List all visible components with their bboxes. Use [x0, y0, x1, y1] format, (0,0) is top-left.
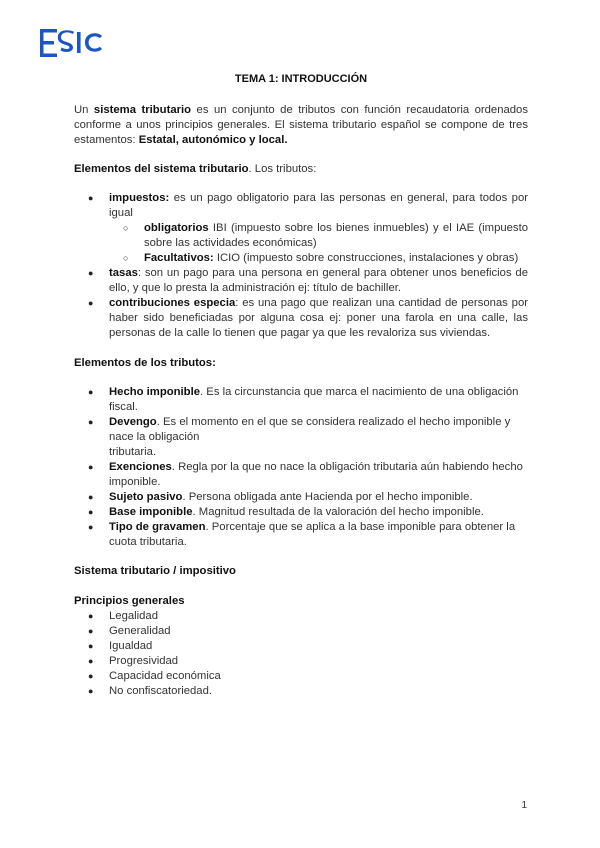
principles-list — [74, 609, 528, 699]
list-item: ○ obligatorios IBI (impuesto sobre los bienes inmuebles) y el IAE (impuesto sobre las actividades económicas) — [109, 221, 528, 251]
list-item: ○ Facultativos: ICIO (impuesto sobre construcciones, instalaciones y obras) — [109, 251, 528, 266]
list-item: ● Progresividad — [74, 654, 528, 669]
list-item: ● Exenciones. Regla por la que no nace la obligación tributaria aún habiendo hecho imponible. — [74, 460, 528, 490]
list-item: ● Legalidad — [74, 609, 528, 624]
tax-types-list — [109, 221, 528, 266]
list-item: ● Capacidad económica — [74, 669, 528, 684]
list-item: ● Igualdad — [74, 639, 528, 654]
list-item: ● Devengo. Es el momento en el que se considera realizado el hecho imponible y nace la obligación tributaria. — [74, 415, 528, 460]
elements-system-heading: Elementos del sistema tributario. Los tributos: — [74, 163, 317, 175]
tribute-elements-list — [74, 385, 528, 550]
list-item: ● Sujeto pasivo. Persona obligada ante Hacienda por el hecho imponible. — [74, 490, 528, 505]
list-item: ● Tipo de gravamen. Porcentaje que se aplica a la base imponible para obtener la cuota tributaria. — [74, 520, 528, 550]
list-item: ● Hecho imponible. Es la circunstancia que marca el nacimiento de una obligación fiscal. — [74, 385, 528, 415]
list-item: ● Generalidad — [74, 624, 528, 639]
page-title: TEMA 1: INTRODUCCIÓN — [234, 73, 368, 85]
document-body — [74, 72, 528, 699]
principles-heading: Principios generales — [74, 595, 185, 607]
intro-paragraph: Un sistema tributario es un conjunto de tributos con función recaudatoria ordenados conforme a unos principios generales. El sistema tributario español se compone de tres estamentos: Estatal, autonómico y local. — [74, 104, 528, 146]
tributes-list — [74, 191, 528, 341]
esic-logo — [40, 26, 106, 60]
page-number: 1 — [521, 800, 527, 811]
list-item: ● tasas: son un pago para una persona en general para obtener unos beneficios de ello, y que lo presta la administración ej: título de bachiller. — [74, 266, 528, 296]
elements-tributes-heading: Elementos de los tributos: — [74, 357, 216, 369]
list-item: ● contribuciones especia: es una pago que realizan una cantidad de personas por haber sido beneficiadas por alguna cosa ej: poner una farola en una calle, las personas de la calle lo tienen que pagar ya que les revaloriza sus viviendas. — [74, 296, 528, 341]
list-item: ● Base imponible. Magnitud resultada de la valoración del hecho imponible. — [74, 505, 528, 520]
system-heading: Sistema tributario / impositivo — [74, 565, 236, 577]
list-item: ● impuestos: es un pago obligatorio para las personas en general, para todos por igual ○ obligatorios IBI (impuesto sobre los bienes inmuebles) y el IAE (impuesto sobre las actividades económicas) ○ Facultativos: ICIO (impuesto sobre construcciones, instalaciones y obras) — [74, 191, 528, 266]
list-item: ● No confiscatoriedad. — [74, 684, 528, 699]
